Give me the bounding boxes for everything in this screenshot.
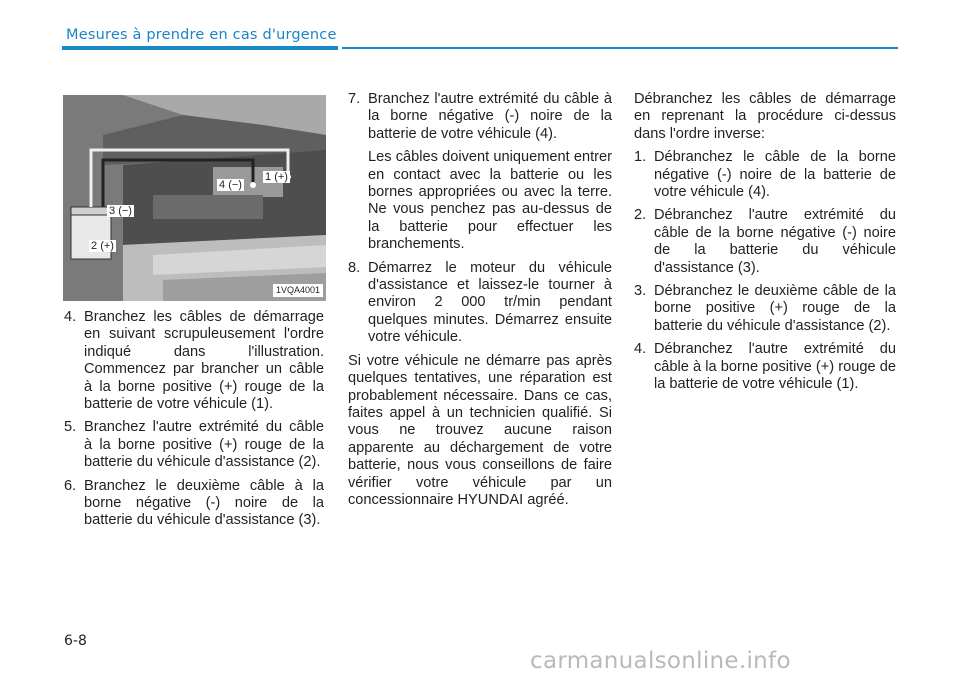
section-title: Mesures à prendre en cas d'urgence — [66, 27, 337, 43]
page-number: 6-8 — [64, 633, 87, 649]
list-item: 5. Branchez l'autre extrémité du câble à la borne positive (+) rouge de la batterie du véhicule d'assistance (2). — [64, 419, 324, 471]
figure-code: 1VQA4001 — [273, 284, 323, 297]
list-item: 7. Branchez l'autre extrémité du câble à la borne négative (-) noire de la batterie de votre véhicule (4). — [348, 91, 612, 142]
jump-start-illustration — [63, 95, 326, 301]
list-item: 4. Débranchez l'autre extrémité du câble à la borne positive (+) rouge de la batterie de votre véhicule (1). — [634, 341, 896, 393]
callout-2: 2 (+) — [91, 240, 114, 252]
watermark: carmanualsonline.info — [530, 648, 791, 674]
callout-3: 3 (−) — [109, 205, 132, 217]
callout-1: 1 (+) — [265, 171, 288, 183]
intro-paragraph: Débranchez les câbles de démarrage en reprenant la procédure ci-dessus dans l'ordre inverse: — [634, 91, 896, 142]
list-item: 6. Branchez le deuxième câble à la borne négative (-) noire de la batterie du véhicule d'assistance (3). — [64, 477, 324, 529]
list-item: 1. Débranchez le câble de la borne négative (-) noire de la batterie de votre véhicule (4). — [634, 149, 896, 201]
item-note: Les câbles doivent uniquement entrer en contact avec la batterie ou les bornes appropriées ou avec la terre. Ne vous penchez pas au-dessus de la batterie pour effectuer les branchements. — [368, 149, 612, 253]
list-item: 4. Branchez les câbles de démarrage en suivant scrupuleusement l'ordre indiqué dans l'illustration. Commencez par brancher un câble à la borne positive (+) rouge de la batterie de votre véhicule (1). — [64, 309, 324, 413]
callout-4: 4 (−) — [219, 179, 242, 191]
engine-bay-drawing — [63, 95, 326, 301]
column-left — [64, 309, 324, 536]
column-right — [634, 91, 896, 400]
header-rule-accent — [62, 46, 338, 50]
column-middle — [348, 91, 612, 515]
list-item: 8. Démarrez le moteur du véhicule d'assistance et laissez-le tourner à environ 2 000 tr/min pendant quelques minutes. Démarrez ensuite votre véhicule. — [348, 259, 612, 346]
list-item: 3. Débranchez le deuxième câble de la borne positive (+) rouge de la batterie du véhicule d'assistance (2). — [634, 283, 896, 334]
paragraph: Si votre véhicule ne démarre pas après quelques tentatives, une réparation est probablement nécessaire. Dans ce cas, faites appel à un technicien qualifié. Si vous ne trouvez aucune raison apparente au déchargement de votre batterie, nous vous conseillons de faire vérifier votre véhicule par un concessionnaire HYUNDAI agréé. — [348, 352, 612, 508]
list-item: 2. Débranchez l'autre extrémité du câble de la borne négative (-) noire de la batterie du véhicule d'assistance (3). — [634, 207, 896, 276]
header-rule — [342, 47, 898, 49]
